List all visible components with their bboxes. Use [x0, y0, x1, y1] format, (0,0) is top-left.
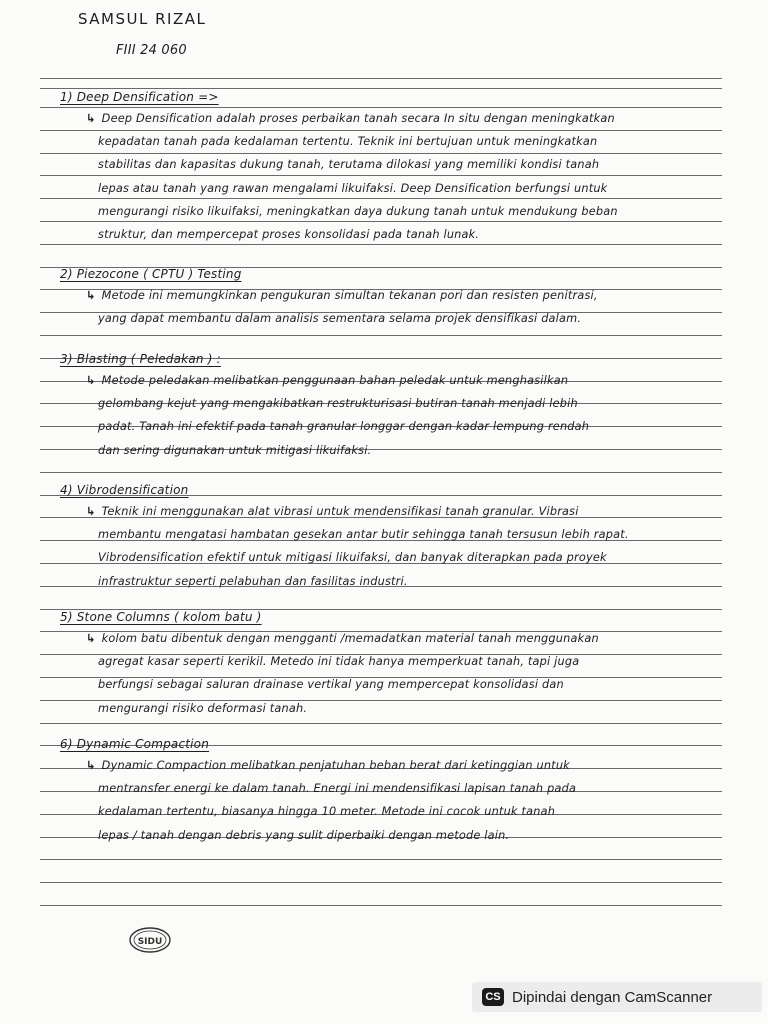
ruled-line	[40, 723, 722, 724]
section-line	[98, 182, 607, 195]
ruled-line	[40, 107, 722, 108]
ruled-line	[40, 700, 722, 701]
line-text: lepas / tanah dengan debris yang sulit diperbaiki dengan metode lain.	[98, 829, 510, 842]
ruled-line	[40, 198, 722, 199]
bullet-arrow-icon: ↳	[86, 505, 96, 518]
section-line	[98, 655, 579, 668]
bullet-arrow-icon: ↳	[86, 289, 96, 302]
section-line	[98, 444, 371, 457]
section-line	[98, 702, 307, 715]
section-line	[98, 205, 618, 218]
line-text: lepas atau tanah yang rawan mengalami likuifaksi. Deep Densification berfungsi untuk	[98, 182, 608, 195]
section-line	[98, 312, 581, 325]
section-line	[86, 112, 615, 125]
line-text: mengurangi risiko likuifaksi, meningkatkan daya dukung tanah untuk mendukung beban	[98, 205, 618, 218]
line-text: kedalaman tertentu, biasanya hingga 10 meter. Metode ini cocok untuk tanah	[98, 805, 556, 818]
section-line	[86, 505, 579, 518]
line-text: gelombang kejut yang mengakibatkan restrukturisasi butiran tanah menjadi lebih	[98, 397, 578, 410]
line-text: stabilitas dan kapasitas dukung tanah, terutama dilokasi yang memiliki kondisi tanah	[98, 158, 600, 171]
bullet-arrow-icon: ↳	[86, 374, 96, 387]
bullet-arrow-icon: ↳	[86, 759, 96, 772]
ruled-line	[40, 175, 722, 176]
watermark-text: Dipindai dengan CamScanner	[512, 988, 713, 1006]
section-heading: 6) Dynamic Compaction	[60, 737, 210, 751]
line-text: agregat kasar seperti kerikil. Metedo ini tidak hanya memperkuat tanah, tapi juga	[98, 655, 580, 668]
line-text: Teknik ini menggunakan alat vibrasi untuk mendensifikasi tanah granular. Vibrasi	[101, 505, 579, 518]
line-text: kepadatan tanah pada kedalaman tertentu. Teknik ini bertujuan untuk meningkatkan	[98, 135, 598, 148]
section-line	[86, 759, 570, 772]
section-heading: 1) Deep Densification =>	[60, 90, 219, 104]
line-text: struktur, dan mempercepat proses konsolidasi pada tanah lunak.	[98, 228, 480, 241]
section-line	[86, 289, 598, 302]
line-text: mengurangi risiko deformasi tanah.	[98, 702, 308, 715]
line-text: dan sering digunakan untuk mitigasi likuifaksi.	[98, 444, 372, 457]
section-line	[86, 374, 568, 387]
section-heading: 4) Vibrodensification	[60, 483, 189, 497]
ruled-line	[40, 153, 722, 154]
section-line	[98, 528, 629, 541]
bullet-arrow-icon: ↳	[86, 112, 96, 125]
line-text: Metode ini memungkinkan pengukuran simultan tekanan pori dan resisten penitrasi,	[101, 289, 598, 302]
camscanner-icon: CS	[482, 988, 504, 1006]
logo-text: SIDU	[137, 937, 163, 947]
line-text: mentransfer energi ke dalam tanah. Energi ini mendensifikasi lapisan tanah pada	[98, 782, 577, 795]
ruled-line	[40, 244, 722, 245]
sidu-logo	[128, 926, 172, 954]
section-heading: 3) Blasting ( Peledakan ) :	[60, 352, 221, 366]
student-id: FIII 24 060	[116, 43, 187, 58]
section-line	[98, 551, 607, 564]
line-text: yang dapat membantu dalam analisis sementara selama projek densifikasi dalam.	[98, 312, 582, 325]
ruled-line	[40, 859, 722, 860]
ruled-line	[40, 335, 722, 336]
section-line	[98, 575, 408, 588]
line-text: Deep Densification adalah proses perbaikan tanah secara In situ dengan meningkatkan	[101, 112, 615, 125]
ruled-line	[40, 221, 722, 222]
ruled-line	[40, 882, 722, 883]
section-line	[98, 135, 597, 148]
section-heading: 2) Piezocone ( CPTU ) Testing	[60, 267, 242, 281]
camscanner-watermark	[472, 982, 762, 1012]
line-text: Vibrodensification efektif untuk mitigasi likuifaksi, dan banyak diterapkan pada proyek	[98, 551, 607, 564]
line-text: Metode peledakan melibatkan penggunaan bahan peledak untuk menghasilkan	[101, 374, 569, 387]
line-text: berfungsi sebagai saluran drainase vertikal yang mempercepat konsolidasi dan	[98, 678, 564, 691]
section-line	[98, 678, 564, 691]
section-line	[98, 228, 479, 241]
student-name: SAMSUL RIZAL	[78, 10, 207, 28]
line-text: infrastruktur seperti pelabuhan dan fasilitas industri.	[98, 575, 408, 588]
ruled-line	[40, 78, 722, 79]
section-line	[98, 420, 589, 433]
ruled-line	[40, 905, 722, 906]
section-line	[98, 782, 576, 795]
section-line	[98, 829, 509, 842]
section-line	[86, 632, 599, 645]
line-text: membantu mengatasi hambatan gesekan antar butir sehingga tanah tersusun lebih rapat.	[98, 528, 629, 541]
ruled-line	[40, 472, 722, 473]
ruled-line	[40, 88, 722, 89]
section-line	[98, 397, 578, 410]
bullet-arrow-icon: ↳	[86, 632, 96, 645]
line-text: Dynamic Compaction melibatkan penjatuhan beban berat dari ketinggian untuk	[101, 759, 570, 772]
section-heading: 5) Stone Columns ( kolom batu )	[60, 610, 262, 624]
section-line	[98, 158, 599, 171]
ruled-line	[40, 130, 722, 131]
section-line	[98, 805, 555, 818]
line-text: padat. Tanah ini efektif pada tanah granular longgar dengan kadar lempung rendah	[98, 420, 590, 433]
line-text: kolom batu dibentuk dengan mengganti /memadatkan material tanah menggunakan	[101, 632, 599, 645]
